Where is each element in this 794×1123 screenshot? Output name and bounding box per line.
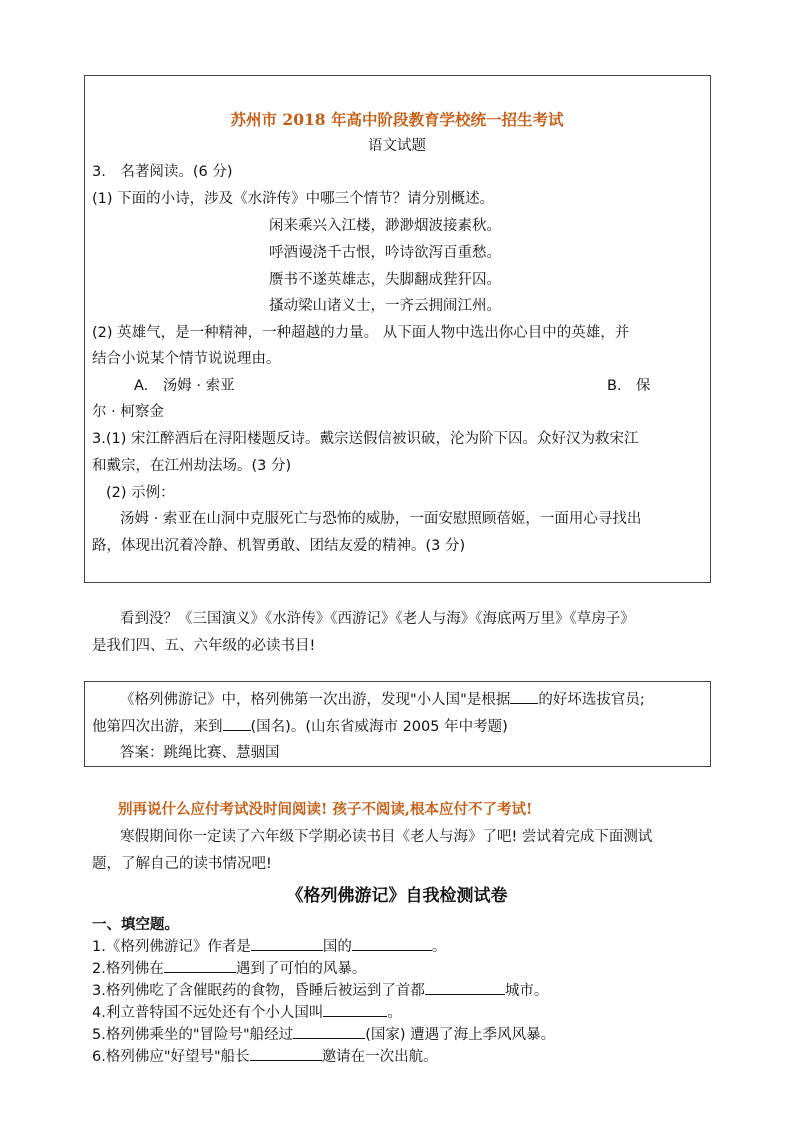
option-a: A. 汤姆 · 索亚 xyxy=(134,378,235,394)
poem-line-2: 呼酒谩浇千古恨，吟诗欲泻百重愁。 xyxy=(269,245,501,261)
blank xyxy=(251,936,323,951)
answer-1-line-1: 3.(1) 宋江醉酒后在浔阳楼题反诗。戴宗送假信被识破，沦为阶下囚。众好汉为救宋江 xyxy=(92,431,639,447)
blank xyxy=(323,1002,387,1017)
fill-q5-text-b: (国家) 遭遇了海上季风风暴。 xyxy=(365,1027,556,1043)
fill-q2-text-a: 2.格列佛在 xyxy=(92,961,164,977)
exam-title: 苏州市 2018 年高中阶段教育学校统一招生考试 xyxy=(230,110,564,129)
fill-q6-text-a: 6.格列佛应"好望号"船长 xyxy=(92,1049,250,1065)
question-3-2-line-1: (2) 英雄气，是一种精神，一种超越的力量。 从下面人物中选出你心目中的英雄，并 xyxy=(92,325,630,341)
box2-line-2-text-b: (国名)。(山东省威海市 2005 年中考题) xyxy=(250,719,508,735)
blank xyxy=(250,1046,322,1061)
reading-list-line-2: 是我们四、五、六年级的必读书目! xyxy=(92,638,316,654)
poem-line-3: 赝书不遂英雄志，失脚翻成狴犴囚。 xyxy=(269,272,501,288)
fill-question-5 xyxy=(92,1024,555,1045)
holiday-line-1: 寒假期间你一定读了六年级下学期必读书目《老人与海》了吧! 尝试着完成下面测试 xyxy=(120,829,653,845)
section-fill-in: 一、填空题。 xyxy=(92,917,179,933)
blank xyxy=(352,936,432,951)
blank xyxy=(164,958,236,973)
fill-q1-text-c: 。 xyxy=(431,939,447,955)
answer-2-line-2: 路，体现出沉着冷静、机智勇敢、团结友爱的精神。(3 分) xyxy=(92,538,466,554)
fill-q3-text-a: 3.格列佛吃了含催眠药的食物，昏睡后被运到了首都 xyxy=(92,983,425,999)
fill-question-4 xyxy=(92,1002,402,1023)
fill-q4-text-b: 。 xyxy=(387,1005,402,1021)
fill-q1-text-b: 国的 xyxy=(322,939,352,955)
fill-q3-text-b: 城市。 xyxy=(504,983,549,999)
box2-line-1-text-b: 的好坏选拔官员; xyxy=(538,692,645,708)
blank xyxy=(425,980,505,995)
option-b-continued: 尔 · 柯察金 xyxy=(92,404,164,420)
fill-q1-text-a: 1.《格列佛游记》作者是 xyxy=(92,939,251,955)
reading-list-line-1: 看到没？《三国演义》《水浒传》《西游记》《老人与海》《海底两万里》《草房子》 xyxy=(120,611,635,627)
fill-q2-text-b: 遇到了可怕的风暴。 xyxy=(235,961,367,977)
fill-question-6 xyxy=(92,1046,438,1067)
answer-1-line-2: 和戴宗，在江州劫法场。(3 分) xyxy=(92,458,292,474)
answer-2-label: (2) 示例： xyxy=(106,485,175,501)
option-b: B. 保 xyxy=(607,378,651,394)
fill-q4-text-a: 4.利立普特国不远处还有个小人国叫 xyxy=(92,1005,324,1021)
box2-answer: 答案：跳绳比赛、慧骃国 xyxy=(120,745,280,761)
slogan: 别再说什么应付考试没时间阅读! 孩子不阅读,根本应付不了考试! xyxy=(118,801,533,818)
fill-q6-text-b: 邀请在一次出航。 xyxy=(321,1049,438,1065)
box2-line-2 xyxy=(92,716,508,737)
holiday-line-2: 题，了解自己的读书情况吧! xyxy=(92,856,272,872)
poem-line-4: 搔动梁山诸义士，一齐云拥闹江州。 xyxy=(269,298,501,314)
question-3: 3. 名著阅读。(6 分) xyxy=(92,164,233,180)
fill-question-3 xyxy=(92,980,548,1001)
test-title: 《格列佛游记》自我检测试卷 xyxy=(286,886,508,906)
fill-question-2 xyxy=(92,958,366,979)
blank xyxy=(510,689,538,704)
box2-line-1 xyxy=(120,689,645,710)
poem-line-1: 闲来乘兴入江楼，渺渺烟波接素秋。 xyxy=(269,218,501,234)
question-3-2-line-2: 结合小说某个情节说说理由。 xyxy=(92,351,281,367)
box2-line-2-text-a: 他第四次出游，来到 xyxy=(92,719,223,735)
box2-line-1-text-a: 《格列佛游记》中，格列佛第一次出游，发现"小人国"是根据 xyxy=(120,692,511,708)
blank xyxy=(223,716,251,731)
question-3-1: (1) 下面的小诗，涉及《水浒传》中哪三个情节？请分别概述。 xyxy=(92,191,495,207)
exam-subtitle: 语文试题 xyxy=(368,138,426,154)
fill-question-1 xyxy=(92,936,446,957)
fill-q5-text-a: 5.格列佛乘坐的"冒险号"船经过 xyxy=(92,1027,294,1043)
answer-2-line-1: 汤姆 · 索亚在山洞中克服死亡与恐怖的威胁，一面安慰照顾蓓姬，一面用心寻找出 xyxy=(120,511,642,527)
blank xyxy=(293,1024,365,1039)
